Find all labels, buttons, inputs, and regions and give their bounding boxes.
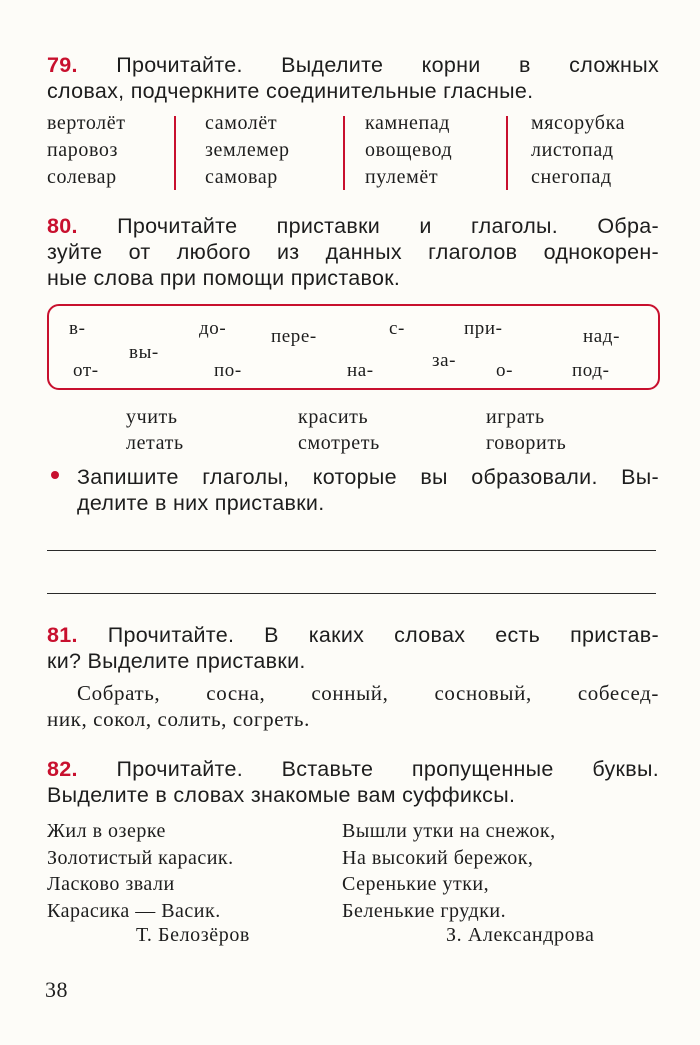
instruction-text: Запишите глаголы, которые вы образовали. Вы-	[77, 465, 659, 489]
prefix: при-	[464, 318, 503, 339]
verb: говорить	[486, 432, 567, 454]
prefix: вы-	[129, 342, 159, 363]
poem-author: З. Александрова	[446, 924, 595, 946]
exercise-82-instruction	[47, 756, 659, 808]
instruction-text: Выделите в словах знакомые вам суффиксы.	[47, 783, 516, 807]
instruction-text: Прочитайте. Выделите корни в сложных	[116, 53, 659, 77]
word: листопад	[531, 139, 614, 161]
word: солевар	[47, 166, 117, 188]
poem-line: Карасика — Васик.	[47, 899, 221, 922]
page-number: 38	[45, 977, 68, 1002]
word: паровоз	[47, 139, 118, 161]
instruction-text: Прочитайте. Вставьте пропущенные буквы.	[116, 757, 659, 781]
text-line: Собрать, сосна, сонный, сосновый, собесед-	[77, 681, 659, 705]
writing-line[interactable]	[47, 593, 656, 594]
exercise-80-task	[77, 464, 659, 516]
exercise-number: 79.	[47, 53, 78, 77]
word: мясорубка	[531, 112, 626, 134]
verb: учить	[126, 406, 178, 428]
prefix: от-	[73, 360, 99, 381]
bullet-icon	[51, 471, 59, 479]
verb: смотреть	[298, 432, 380, 454]
prefix: по-	[214, 360, 242, 381]
prefix: под-	[572, 360, 610, 381]
verb: летать	[126, 432, 184, 454]
prefix: о-	[496, 360, 514, 381]
verb-column	[126, 404, 184, 456]
column-divider	[343, 116, 345, 190]
prefix: за-	[432, 350, 457, 371]
poem-line: Серенькие утки,	[342, 873, 490, 895]
prefix: на-	[347, 360, 374, 381]
verb: играть	[486, 406, 545, 428]
prefix-box	[47, 304, 660, 390]
word-column	[47, 110, 126, 191]
prefix: пере-	[271, 326, 317, 347]
poem-line: Вышли утки на снежок,	[342, 820, 556, 842]
exercise-number: 82.	[47, 757, 78, 781]
word: землемер	[205, 139, 290, 161]
exercise-number: 81.	[47, 623, 78, 647]
exercise-81-instruction	[47, 622, 659, 674]
instruction-text: ные слова при помощи приставок.	[47, 266, 401, 290]
exercise-number: 80.	[47, 214, 78, 238]
instruction-text: Прочитайте приставки и глаголы. Обра-	[117, 214, 659, 238]
poem-line: На высокий бережок,	[342, 846, 534, 869]
column-divider	[506, 116, 508, 190]
instruction-text: зуйте от любого из данных глаголов однокорен-	[47, 240, 659, 264]
verb: красить	[298, 406, 369, 428]
verb-column	[486, 404, 566, 456]
prefix: над-	[583, 326, 620, 347]
prefix: с-	[389, 318, 405, 339]
text-line: ник, сокол, солить, согреть.	[47, 707, 310, 731]
exercise-80-instruction	[47, 213, 659, 291]
poem-left	[47, 818, 234, 924]
poem-author: Т. Белозёров	[136, 924, 250, 946]
poem-right	[342, 818, 556, 924]
exercise-79-instruction	[47, 52, 659, 104]
poem-line: Золотистый карасик.	[47, 846, 234, 869]
word: самовар	[205, 166, 278, 188]
instruction-text: ки? Выделите приставки.	[47, 649, 306, 673]
verb-column	[298, 404, 380, 456]
instruction-text: словах, подчеркните соединительные гласные.	[47, 79, 534, 103]
word: самолёт	[205, 112, 278, 134]
word: вертолёт	[47, 112, 126, 134]
poem-line: Жил в озерке	[47, 820, 166, 842]
compound-words-table	[47, 110, 659, 190]
poem-line: Ласково звали	[47, 873, 175, 895]
word-column	[365, 110, 452, 191]
exercise-81-text	[47, 680, 659, 732]
word-column	[205, 110, 290, 191]
prefix: в-	[69, 318, 86, 339]
prefix: до-	[199, 318, 227, 339]
writing-line[interactable]	[47, 550, 656, 551]
word: овощевод	[365, 139, 453, 161]
word-column	[531, 110, 625, 191]
column-divider	[174, 116, 176, 190]
instruction-text: делите в них приставки.	[77, 491, 325, 515]
word: снегопад	[531, 166, 612, 188]
word: камнепад	[365, 112, 451, 134]
poem-line: Беленькие грудки.	[342, 899, 507, 922]
word: пулемёт	[365, 166, 439, 188]
instruction-text: Прочитайте. В каких словах есть пристав-	[107, 623, 659, 647]
